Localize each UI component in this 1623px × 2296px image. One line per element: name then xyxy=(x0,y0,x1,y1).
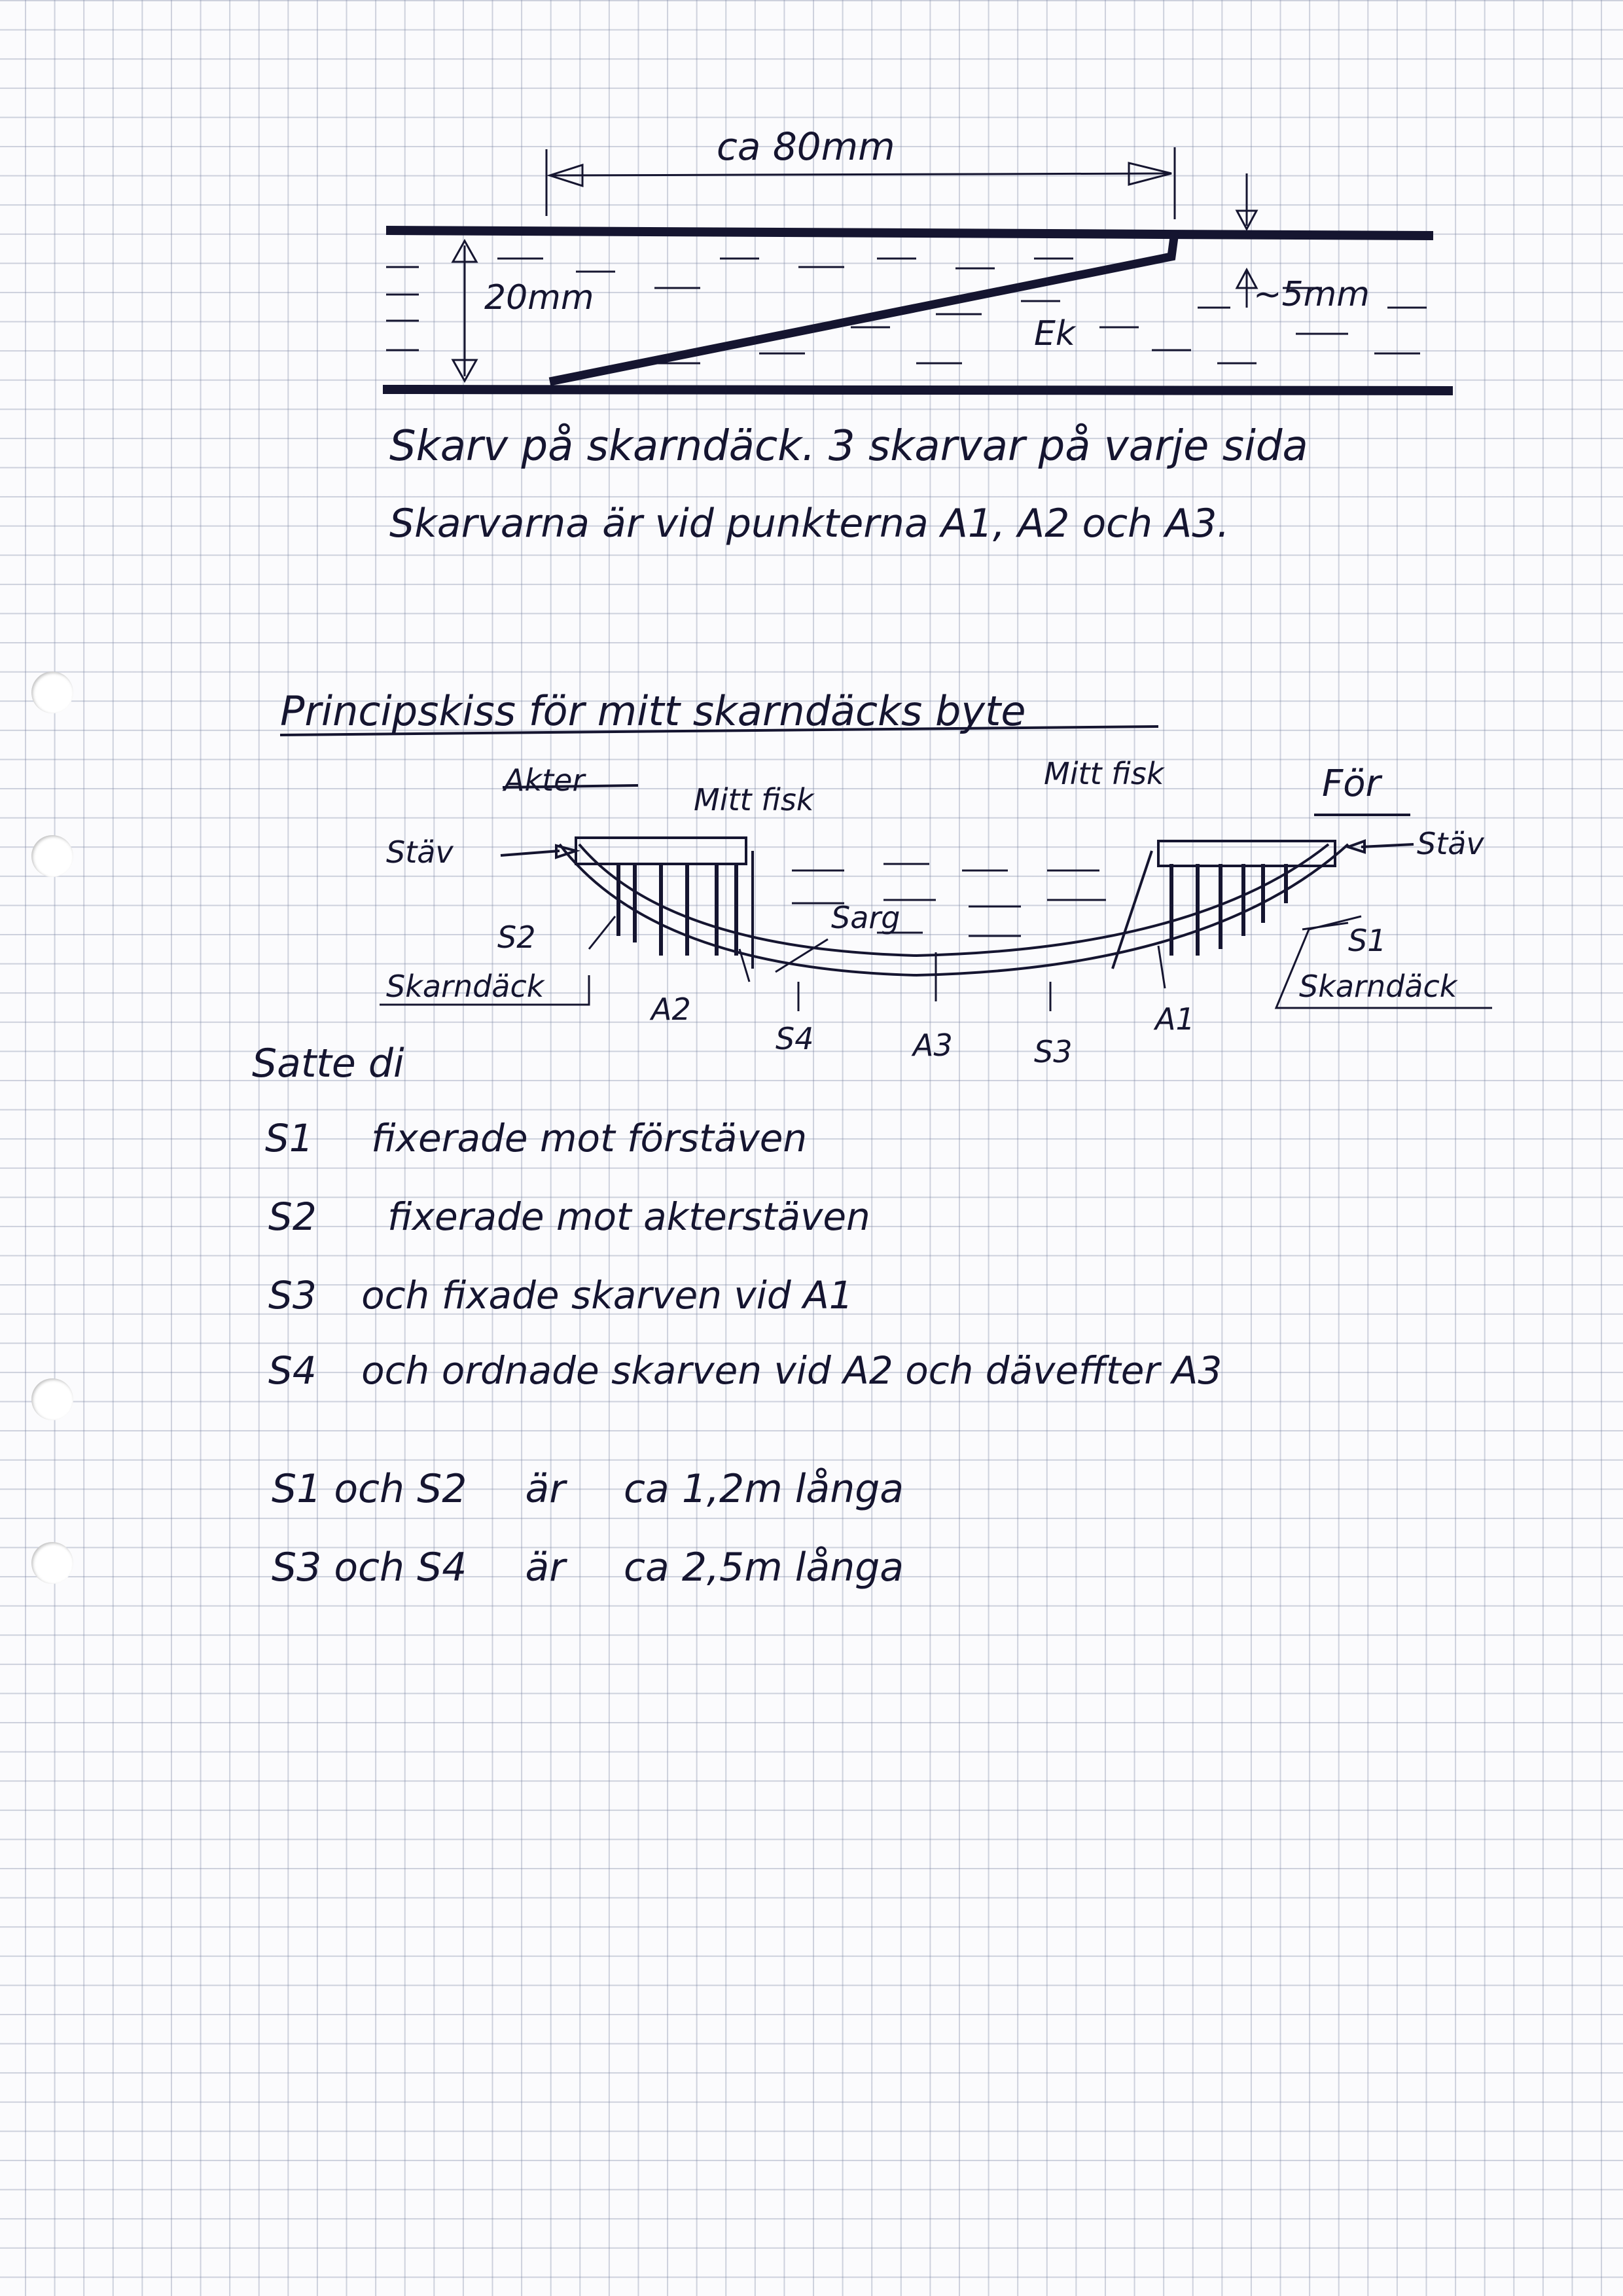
note-text: fixerade mot akterstäven xyxy=(387,1194,870,1239)
label-skarndack-left: Skarndäck xyxy=(386,969,544,1004)
label-a1: A1 xyxy=(1155,1001,1195,1037)
offset-label: ~5mm xyxy=(1253,275,1370,314)
note-text: och ordnade skarven vid A2 och däveffter A3 xyxy=(361,1348,1222,1393)
label-s4: S4 xyxy=(776,1021,814,1056)
note-code: S3 xyxy=(268,1273,317,1318)
note-text: fixerade mot förstäven xyxy=(371,1116,808,1160)
lower-plank-edge xyxy=(383,389,1453,391)
label-skarndack-right: Skarndäck xyxy=(1299,969,1457,1004)
wood-label: Ek xyxy=(1034,314,1075,353)
length-verb: är xyxy=(525,1466,565,1512)
length-parts: S3 och S4 xyxy=(272,1545,467,1590)
caption-line-2: Skarvarna är vid punkterna A1, A2 och A3. xyxy=(389,501,1230,547)
label-mitt-fisk-right: Mitt fisk xyxy=(1044,756,1164,791)
note-item xyxy=(268,1273,853,1318)
label-akter: Akter xyxy=(504,762,585,798)
label-for: För xyxy=(1322,762,1381,805)
s2-pointer xyxy=(589,916,615,949)
length-parts: S1 och S2 xyxy=(272,1466,467,1512)
label-s3: S3 xyxy=(1034,1034,1073,1069)
caption-line-1: Skarv på skarndäck. 3 skarvar på varje sida xyxy=(389,422,1308,471)
length-value: ca 1,2m långa xyxy=(623,1466,904,1512)
note-code: S1 xyxy=(265,1116,313,1160)
stav-right-pointer xyxy=(1361,844,1414,847)
note-item xyxy=(265,1116,807,1160)
note-code: S2 xyxy=(268,1194,317,1239)
upper-plank-edge xyxy=(386,230,1433,236)
length-value: ca 2,5m långa xyxy=(623,1545,904,1590)
aft-frames xyxy=(618,864,736,956)
label-sarg: Sarg xyxy=(831,900,901,935)
notes-heading: Satte di xyxy=(252,1041,404,1086)
scarf-joint-line xyxy=(550,232,1175,382)
note-item xyxy=(268,1194,870,1239)
length-row xyxy=(272,1466,904,1512)
length-label: ca 80mm xyxy=(717,124,895,169)
length-row xyxy=(272,1545,904,1590)
label-a2: A2 xyxy=(651,992,691,1027)
label-mitt-fisk-left: Mitt fisk xyxy=(694,782,814,817)
joint-diagram xyxy=(383,147,1453,391)
label-stav-right: Stäv xyxy=(1417,826,1484,861)
fore-deck-block xyxy=(1158,841,1335,866)
a1-tick xyxy=(1158,946,1165,988)
fore-frames xyxy=(1171,864,1286,956)
label-a3: A3 xyxy=(913,1028,953,1063)
stav-left-pointer xyxy=(501,851,560,855)
length-dimension-line xyxy=(550,173,1171,175)
label-s1: S1 xyxy=(1348,923,1387,958)
note-text: och fixade skarven vid A1 xyxy=(361,1273,853,1318)
sketch-title: Principskiss för mitt skarndäcks byte xyxy=(280,687,1026,735)
label-s2: S2 xyxy=(497,920,536,955)
note-code: S4 xyxy=(268,1348,317,1393)
aft-deck-block xyxy=(576,838,746,864)
length-verb: är xyxy=(525,1545,565,1590)
height-label: 20mm xyxy=(484,278,594,317)
note-item xyxy=(268,1348,1222,1393)
label-stav-left: Stäv xyxy=(386,834,454,870)
